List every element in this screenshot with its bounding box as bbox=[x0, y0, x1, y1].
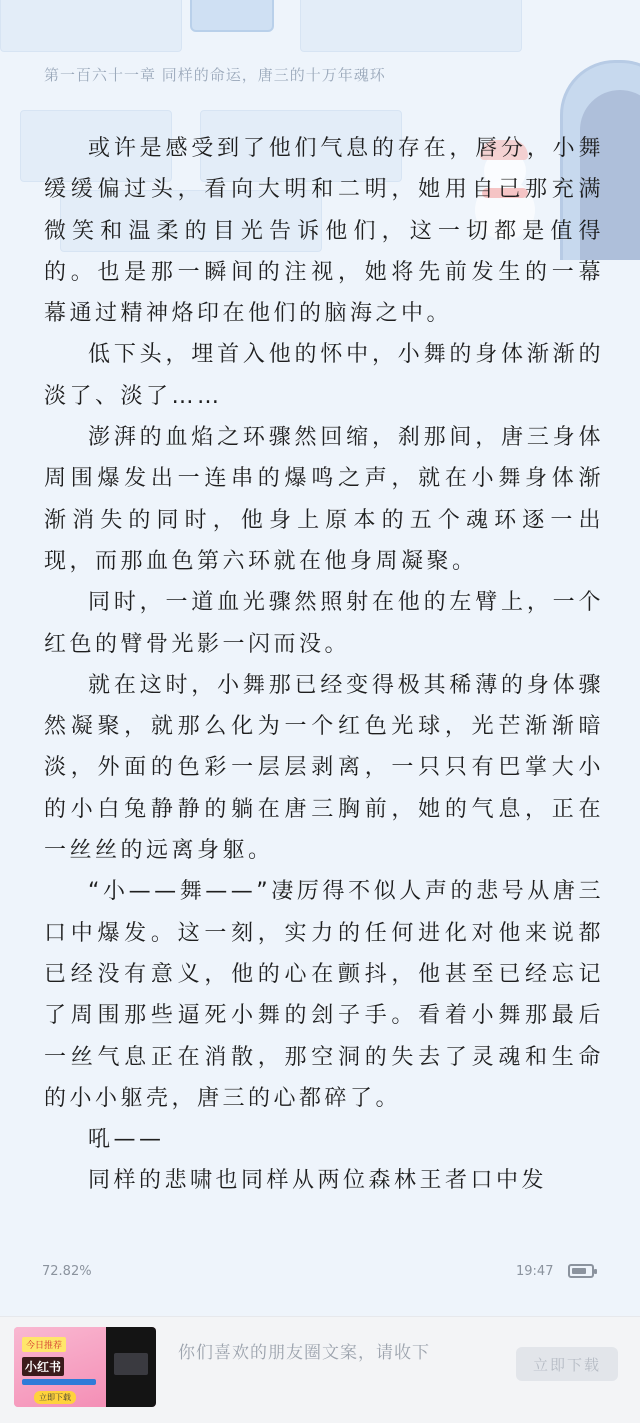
paragraph: 就在这时，小舞那已经变得极其稀薄的身体骤然凝聚，就那么化为一个红色光球，光芒渐渐暗淡，外面的色彩一层层剥离，一只只有巴掌大小的小白兔静静的躺在唐三胸前，她的气息，正在一丝丝的远离身躯。 bbox=[44, 672, 604, 864]
wall-tile bbox=[300, 0, 522, 52]
paragraph: 吼—— bbox=[88, 1127, 165, 1153]
ad-thumbnail[interactable] bbox=[14, 1327, 156, 1407]
ad-brand: 小红书 bbox=[22, 1357, 64, 1376]
chapter-title: 第一百六十一章 同样的命运，唐三的十万年魂环 bbox=[44, 66, 386, 84]
reading-progress: 72.82% bbox=[42, 1264, 92, 1279]
paragraph: 同时，一道血光骤然照射在他的左臂上，一个红色的臂骨光影一闪而没。 bbox=[44, 590, 604, 657]
paragraph: 同样的悲啸也同样从两位森林王者口中发 bbox=[88, 1168, 548, 1194]
paragraph: 或许是感受到了他们气息的存在，唇分，小舞缓缓偏过头，看向大明和二明，她用自己那充满微笑和温柔的目光告诉他们，这一切都是值得的。也是那一瞬间的注视，她将先前发生的一幕幕通过精神烙印在他们的脑海之中。 bbox=[44, 136, 604, 327]
battery-icon bbox=[568, 1264, 594, 1278]
reading-area[interactable] bbox=[44, 128, 604, 1202]
ad-text[interactable]: 你们喜欢的朋友圈文案，请收下 bbox=[178, 1343, 430, 1363]
ad-subtitle-bar bbox=[22, 1379, 96, 1385]
download-now-button[interactable]: 立即下载 bbox=[516, 1347, 618, 1381]
paragraph: 低下头，埋首入他的怀中，小舞的身体渐渐的淡了、淡了…… bbox=[44, 342, 604, 409]
paragraph: 澎湃的血焰之环骤然回缩，刹那间，唐三身体周围爆发出一连串的爆鸣之声，就在小舞身体渐渐消失的同时，他身上原本的五个魂环逐一出现，而那血色第六环就在他身周凝聚。 bbox=[44, 425, 604, 574]
clock: 19:47 bbox=[516, 1264, 554, 1279]
ad-download-mini: 立即下载 bbox=[34, 1391, 76, 1404]
ad-tag: 今日推荐 bbox=[22, 1337, 66, 1352]
paragraph: “小——舞——”凄厉得不似人声的悲号从唐三口中爆发。这一刻，实力的任何进化对他来说都已经没有意义，他的心在颤抖，他甚至已经忘记了周围那些逼死小舞的刽子手。看着小舞那最后一丝气息正在消散，那空洞的失去了灵魂和生命的小小躯壳，唐三的心都碎了。 bbox=[44, 879, 604, 1111]
window-shape bbox=[190, 0, 274, 32]
ad-banner[interactable] bbox=[0, 1316, 640, 1423]
wall-tile bbox=[0, 0, 182, 52]
